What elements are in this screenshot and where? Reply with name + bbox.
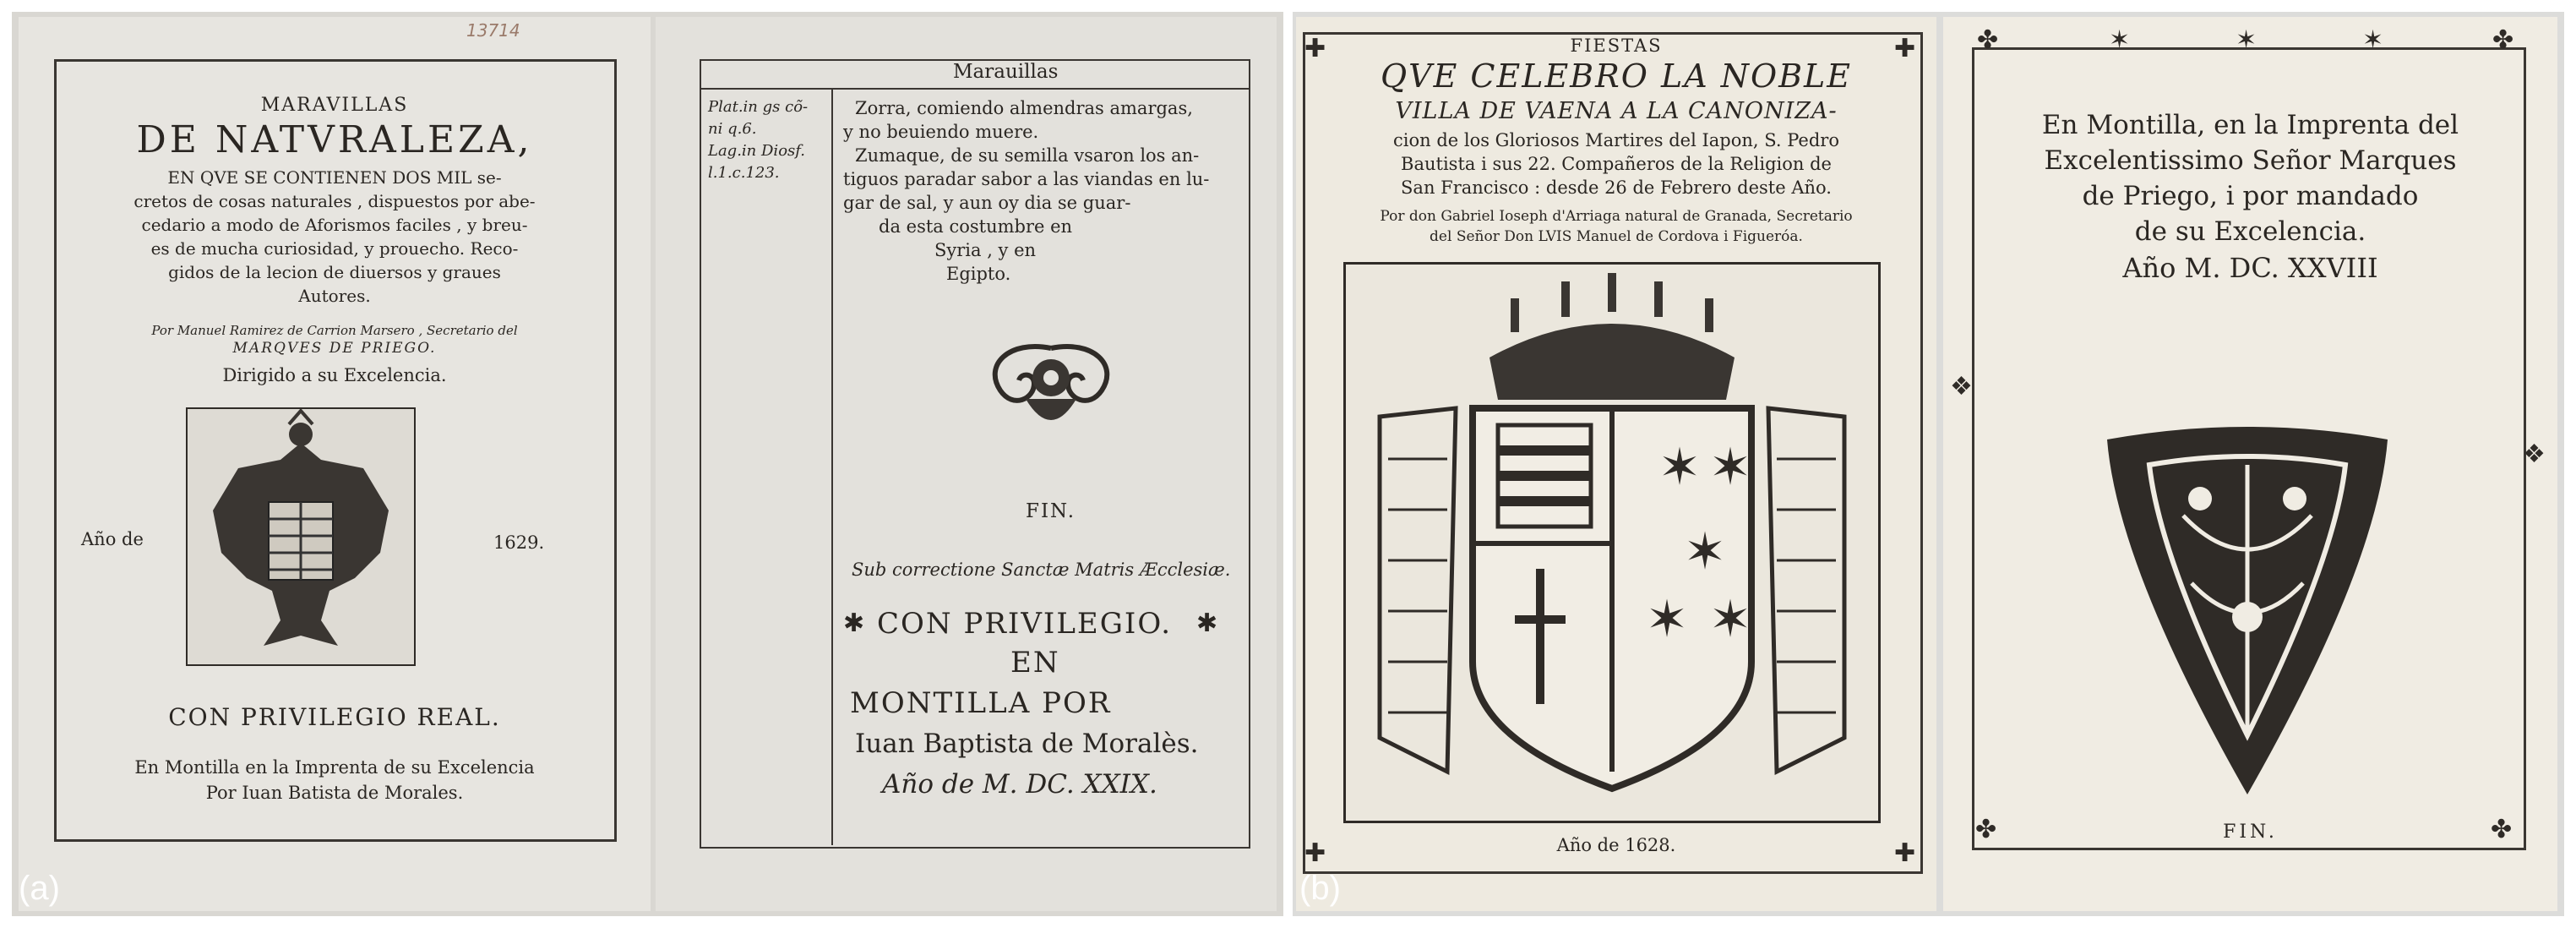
privilege: CON PRIVILEGIO REAL. [168,703,501,731]
star-ornament-left: ✱ [843,609,865,638]
title: DE NATVRALEZA, [136,118,533,161]
text-line-4: tiguos paradar sabor a las viandas en lu- [843,169,1210,189]
bottom-ornament-right: ✤ [2491,815,2513,844]
montilla-line: MONTILLA POR [850,686,1112,720]
title-line-3: cedario a modo de Aforismos faciles , y breu- [141,215,528,235]
svg-text:✶: ✶ [1708,438,1752,497]
title-page-a [19,17,651,911]
corner-ornament-tl: ✚ [1304,34,1326,63]
corner-ornament-tr: ✚ [1894,34,1916,63]
fin-label: FIN. [2223,822,2278,843]
title-line-1: QVE CELEBRO LA NOBLE [1380,57,1853,95]
margin-note-3: Lag.in Diosf. [708,142,806,160]
heading: MARAVILLAS [260,95,409,116]
imprint-line-1: En Montilla en la Imprenta de su Excelencia [134,757,535,778]
year-label: Año de [81,529,144,549]
body-line-3: San Francisco : desde 26 de Febrero deste Año. [1401,177,1832,198]
side-ornament-left: ❖ [1950,372,1973,401]
title-line-2: VILLA DE VAENA A LA CANONIZA- [1395,98,1838,124]
year-line: Año de M. DC. XXIX. [882,769,1157,800]
sub-correctione: Sub correctione Sanctæ Matris Æcclesiæ. [852,560,1231,580]
imprint-line-3: de Priego, i por mandado [2082,181,2419,211]
margin-note-1: Plat.in gs cõ- [708,98,809,116]
text-line-2: y no beuiendo muere. [843,122,1039,142]
title-line-4: es de mucha curiosidad, y prouecho. Reco- [150,238,519,259]
top-ornament-3: ✶ [2236,25,2257,55]
text-line-8: Egipto. [946,264,1011,284]
title-page-b [1296,17,1936,911]
text-line-5: gar de sal, y aun oy dia se guar- [843,193,1131,213]
dedication: Dirigido a su Excelencia. [222,365,447,385]
title-line-5: gidos de la lecion de diuersos y graues [168,262,501,282]
author-line-2: del Señor Don LVIS Manuel de Cordova i Figueróa. [1430,228,1803,245]
year-line: Año de 1628. [1556,835,1676,855]
svg-text:✶: ✶ [1708,590,1752,649]
margin-note-2: ni q.6. [708,120,757,138]
panel-b [1293,12,2564,916]
panel-a [12,12,1283,916]
text-line-6: da esta costumbre en [879,216,1073,237]
lace-ornament-illustration [2099,414,2396,803]
coat-of-arms-illustration [1343,262,1881,823]
side-ornament-right: ❖ [2523,439,2546,469]
colophon-page-b [1943,17,2557,911]
corner-ornament-br: ✚ [1894,838,1916,868]
privilege-heading: CON PRIVILEGIO. [877,607,1173,641]
corner-ornament-bl: ✚ [1304,838,1326,868]
en-line: EN [1010,646,1060,680]
author-line-1: Por don Gabriel Ioseph d'Arriaga natural de Granada, Secretario [1380,208,1853,225]
running-heading: Marauillas [953,61,1059,83]
margin-rule [831,88,833,845]
printer-line: Iuan Baptista de Moralès. [855,729,1199,759]
svg-text:✶: ✶ [1683,522,1727,581]
author-line: Por Manuel Ramirez de Carrion Marsero , Secretario del [151,323,518,338]
fin-label: FIN. [1026,500,1076,522]
star-ornament-right: ✱ [1196,609,1218,638]
top-ornament-1: ✤ [1977,25,1999,55]
colophon-page-a [656,17,1277,911]
text-line-3: Zumaque, de su semilla vsaron los an- [855,145,1200,166]
top-ornament-2: ✶ [2109,25,2131,55]
eagle-coat-of-arms-illustration [186,407,416,666]
panel-label-b: (b) [1299,870,1341,907]
author-line-2: MARQVES DE PRIEGO. [232,340,437,357]
panel-label-a: (a) [19,870,60,907]
imprint-line-2: Por Iuan Batista de Morales. [205,783,464,803]
bottom-ornament-left: ✤ [1975,815,1997,844]
shelf-mark: 13714 [466,20,520,41]
title-line-2: cretos de cosas naturales , dispuestos por abe- [133,191,536,211]
body-line-1: cion de los Gloriosos Martires del Iapon, S. Pedro [1393,130,1839,150]
title-line-6: Autores. [298,286,371,306]
title-line-1: EN QVE SE CONTIENEN DOS MIL se- [167,167,502,188]
svg-text:✶: ✶ [1658,438,1702,497]
svg-text:✶: ✶ [1645,590,1689,649]
text-line-1: Zorra, comiendo almendras amargas, [855,98,1193,118]
year-value: 1629. [493,532,545,553]
top-ornament-5: ✤ [2492,25,2514,55]
imprint-line-2: Excelentissimo Señor Marques [2044,145,2457,176]
heading: FIESTAS [1570,35,1663,56]
imprint-line-4: de su Excelencia. [2134,216,2366,247]
year-line: Año M. DC. XXVIII [2122,252,2378,284]
imprint-line-1: En Montilla, en la Imprenta del [2041,110,2459,140]
scroll-ornament-illustration [975,331,1127,441]
margin-note-4: l.1.c.123. [708,164,780,182]
text-line-7: Syria , y en [934,240,1037,260]
header-rule [700,88,1249,90]
top-ornament-4: ✶ [2362,25,2384,55]
body-line-2: Bautista i sus 22. Compañeros de la Religion de [1401,154,1832,174]
